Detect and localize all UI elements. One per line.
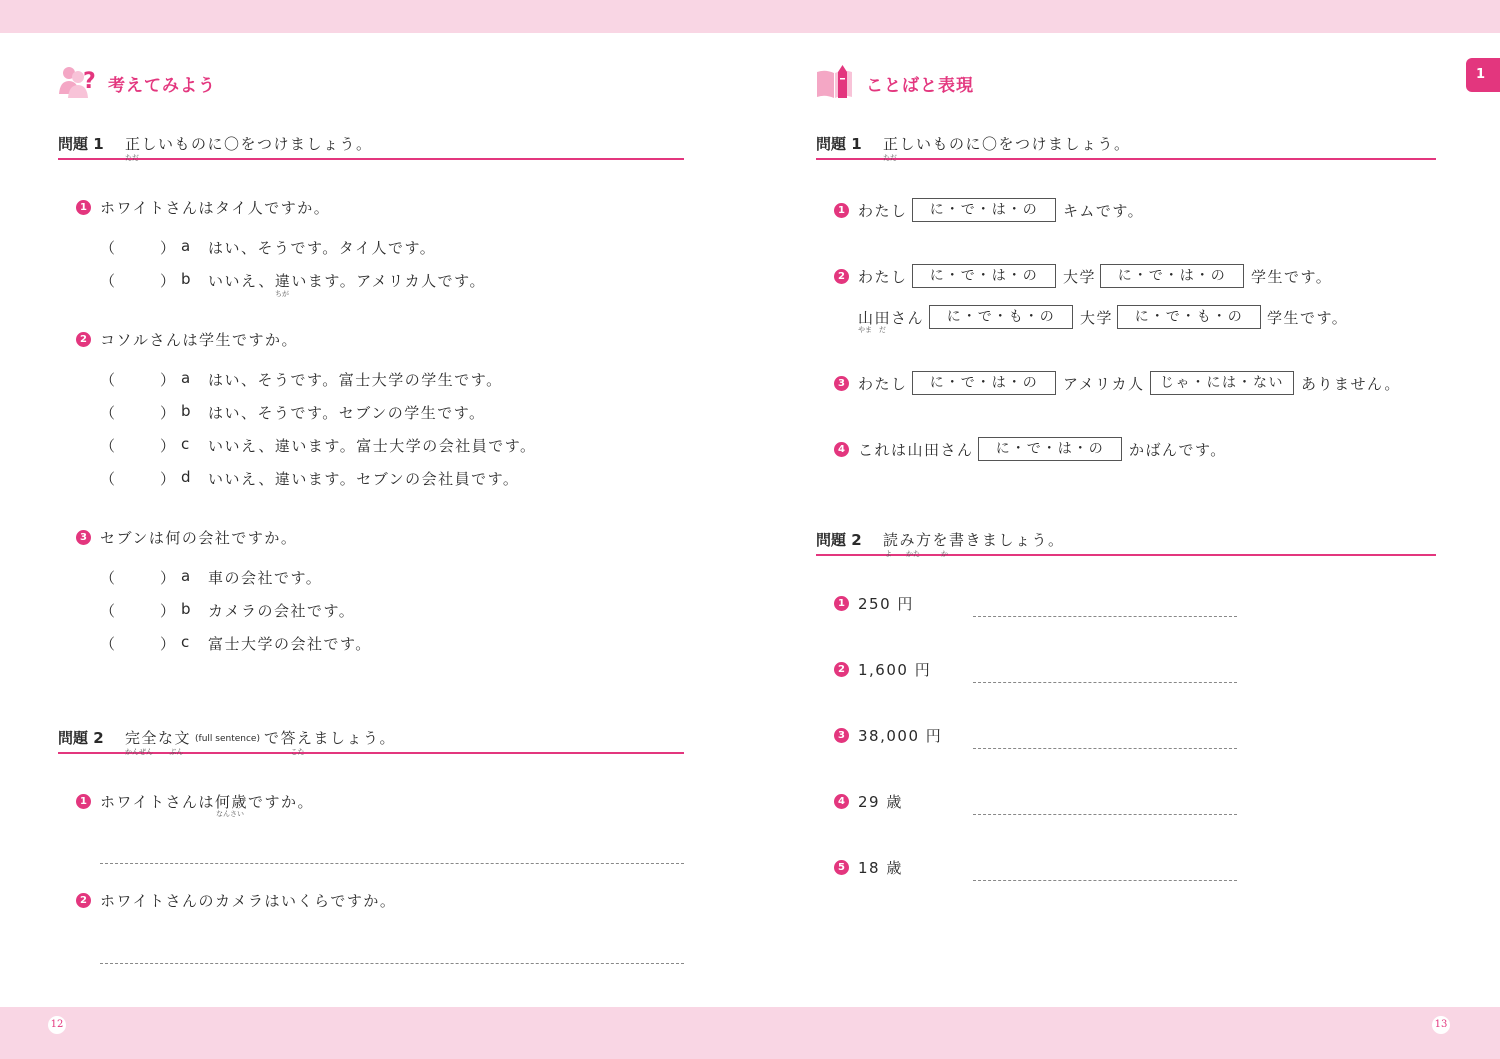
instruction-part: 完全な文 [125, 729, 192, 747]
option-letter: b [181, 600, 191, 618]
section-title: 考えてみよう [108, 75, 216, 96]
number-reading-prompt: 250 円 [858, 595, 914, 613]
answer-line[interactable] [973, 880, 1237, 881]
question-label: 問題 2 [58, 729, 104, 747]
answer-paren[interactable]: （ ） [100, 371, 176, 389]
answer-paren[interactable]: （ ） [100, 470, 176, 488]
item-number: 1 [76, 794, 91, 809]
answer-paren[interactable]: （ ） [100, 635, 176, 653]
particle-choice-box[interactable]: じゃ・には・ない [1150, 371, 1294, 395]
option-text: カメラの会社です。 [208, 602, 356, 620]
answer-line[interactable] [100, 963, 684, 964]
question-label: 問題 2 [816, 531, 862, 549]
sentence-part: これは山田さん [858, 441, 974, 459]
ruby: やま だ [858, 326, 886, 334]
item-number: 2 [76, 893, 91, 908]
option-text: はい、そうです。セブンの学生です。 [208, 404, 486, 422]
item-number: 2 [834, 269, 849, 284]
option-letter: c [181, 435, 190, 453]
ruby: かんぜん ぶん こた [125, 748, 305, 756]
answer-paren[interactable]: （ ） [100, 404, 176, 422]
number-reading-prompt: 29 歳 [858, 793, 903, 811]
particle-choice-box[interactable]: に・で・も・の [929, 305, 1073, 329]
number-reading-prompt: 18 歳 [858, 859, 903, 877]
option-text: はい、そうです。タイ人です。 [208, 239, 437, 257]
option-letter: d [181, 468, 191, 486]
question-instruction: 正しいものに〇をつけましょう。 [883, 135, 1131, 153]
sentence-part: わたし [858, 375, 908, 393]
sentence-part: かばんです。 [1129, 441, 1227, 459]
particle-choice-box[interactable]: に・で・は・の [978, 437, 1122, 461]
item-number: 1 [76, 200, 91, 215]
svg-text:?: ? [83, 69, 96, 94]
number-reading-prompt: 1,600 円 [858, 661, 932, 679]
question-instruction: 正しいものに〇をつけましょう。 [125, 135, 373, 153]
sentence-part: わたし [858, 202, 908, 220]
question-label: 問題 1 [816, 135, 862, 153]
item-question: ホワイトさんのカメラはいくらですか。 [100, 892, 397, 910]
answer-line[interactable] [973, 616, 1237, 617]
ruby: なんさい [216, 810, 244, 818]
particle-choice-box[interactable]: に・で・は・の [912, 198, 1056, 222]
item-question: コソルさんは学生ですか。 [100, 331, 299, 349]
people-question-icon [58, 64, 96, 102]
question-2-header [816, 526, 1436, 556]
chapter-tab[interactable]: 1 [1466, 58, 1500, 92]
section-title: ことばと表現 [866, 75, 974, 96]
answer-line[interactable] [973, 814, 1237, 815]
particle-choice-box[interactable]: に・で・は・の [912, 264, 1056, 288]
option-text: 車の会社です。 [208, 569, 323, 587]
question-2-header [58, 724, 684, 754]
item-number: 4 [834, 442, 849, 457]
number-reading-prompt: 38,000 円 [858, 727, 943, 745]
item-number: 3 [834, 376, 849, 391]
item-number: 2 [834, 662, 849, 677]
answer-paren[interactable]: （ ） [100, 272, 176, 290]
sentence-part: キムです。 [1063, 202, 1145, 220]
option-letter: c [181, 633, 190, 651]
sentence-part: ありません。 [1301, 375, 1401, 393]
particle-choice-box[interactable]: に・で・も・の [1117, 305, 1261, 329]
option-text: いいえ、違います。セブンの会社員です。 [208, 470, 520, 488]
top-band [0, 0, 1500, 33]
question-1-header [816, 130, 1436, 160]
question-label: 問題 1 [58, 135, 104, 153]
question-instruction [125, 727, 396, 748]
item-number: 1 [834, 203, 849, 218]
option-letter: a [181, 567, 191, 585]
item-question: セブンは何の会社ですか。 [100, 529, 298, 547]
item-number: 5 [834, 860, 849, 875]
option-letter: a [181, 369, 191, 387]
book-pencil-icon [816, 64, 854, 102]
option-letter: a [181, 237, 191, 255]
section-header-left [58, 64, 216, 102]
option-text: はい、そうです。富士大学の学生です。 [208, 371, 503, 389]
sentence-part: アメリカ人 [1063, 375, 1145, 393]
option-text: いいえ、違います。富士大学の会社員です。 [208, 437, 537, 455]
option-text: いいえ、違います。アメリカ人です。 [208, 272, 486, 290]
option-text: 富士大学の会社です。 [208, 635, 372, 653]
item-number: 2 [76, 332, 91, 347]
item-number: 4 [834, 794, 849, 809]
item-number: 3 [834, 728, 849, 743]
answer-paren[interactable]: （ ） [100, 569, 176, 587]
sentence-part: 山田さん [858, 309, 925, 327]
instruction-part: で答えましょう。 [263, 729, 396, 747]
section-header-right [816, 64, 974, 102]
page-number-right: 13 [1432, 1016, 1450, 1034]
ruby: よ かた か [885, 550, 948, 558]
item-number: 3 [76, 530, 91, 545]
ruby: ただ [125, 154, 139, 162]
answer-line[interactable] [973, 748, 1237, 749]
sentence-part: 学生です。 [1267, 309, 1349, 327]
instruction-english-note: (full sentence) [195, 734, 260, 744]
answer-paren[interactable]: （ ） [100, 602, 176, 620]
answer-line[interactable] [100, 863, 684, 864]
option-letter: b [181, 402, 191, 420]
item-question: ホワイトさんはタイ人ですか。 [100, 199, 331, 217]
question-instruction: 読み方を書きましょう。 [883, 531, 1065, 549]
answer-paren[interactable]: （ ） [100, 239, 176, 257]
page-number-left: 12 [48, 1016, 66, 1034]
sentence-part: わたし [858, 268, 908, 286]
sentence-part: 大学 [1063, 268, 1097, 286]
item-question: ホワイトさんは何歳ですか。 [100, 793, 315, 811]
option-letter: b [181, 270, 191, 288]
answer-line[interactable] [973, 682, 1237, 683]
particle-choice-box[interactable]: に・で・は・の [1100, 264, 1244, 288]
question-1-header [58, 130, 684, 160]
bottom-band [0, 1007, 1500, 1059]
ruby: ちが [275, 290, 289, 298]
particle-choice-box[interactable]: に・で・は・の [912, 371, 1056, 395]
item-number: 1 [834, 596, 849, 611]
ruby: ただ [883, 154, 897, 162]
sentence-part: 学生です。 [1251, 268, 1333, 286]
answer-paren[interactable]: （ ） [100, 437, 176, 455]
sentence-part: 大学 [1080, 309, 1114, 327]
